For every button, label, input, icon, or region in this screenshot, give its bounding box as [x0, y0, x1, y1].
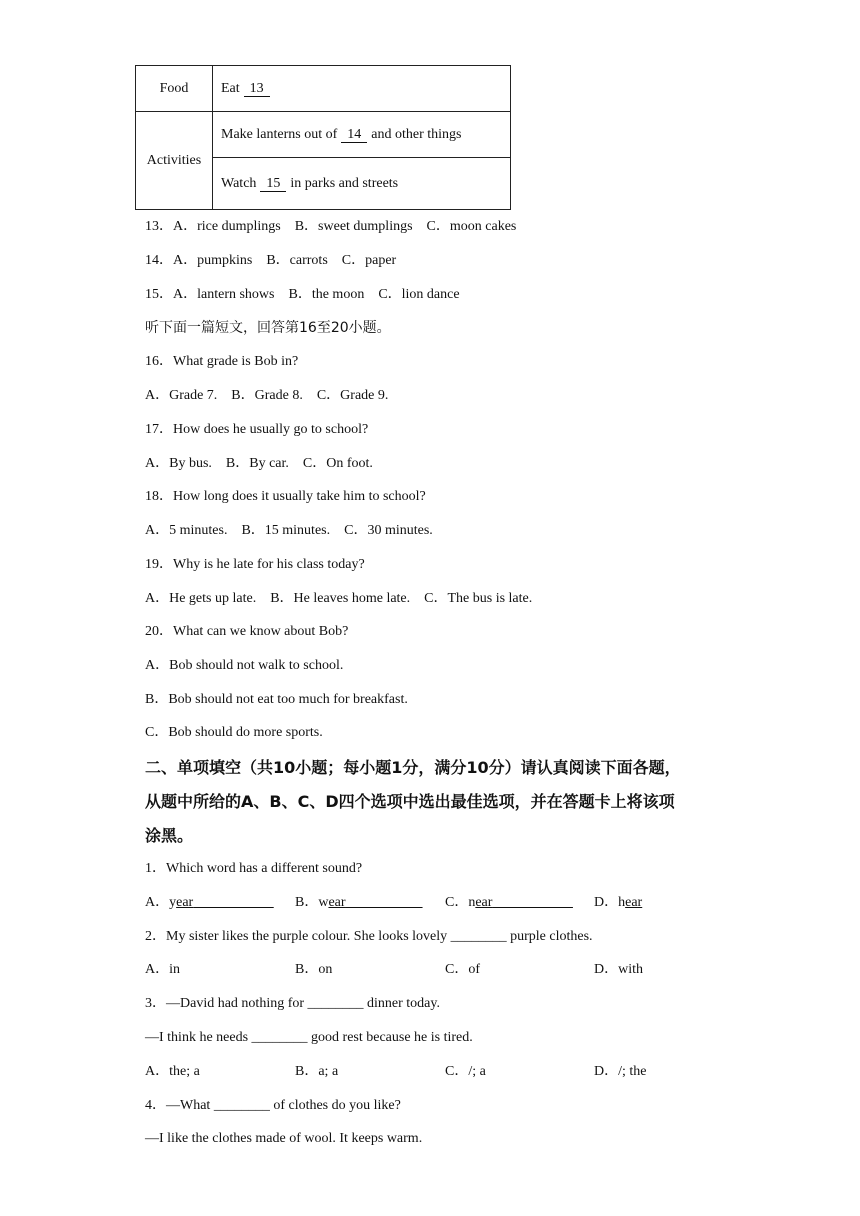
q4-stem-2: —I like the clothes made of wool. It keeps warm. — [145, 1131, 423, 1146]
table-row-activity-1 — [136, 112, 511, 158]
question-line: A．Bob should not walk to school. — [145, 658, 344, 673]
question-line: B．Bob should not eat too much for breakfast. — [145, 692, 408, 707]
q2-option-c: C．of — [445, 962, 480, 977]
q3-options — [145, 1062, 705, 1082]
question-line: 13．A．rice dumplings B．sweet dumplings C．moon cakes — [145, 219, 517, 234]
q3-option-a: A．the; a — [145, 1064, 200, 1079]
q3-stem-2: —I think he needs ________ good rest because he is tired. — [145, 1030, 473, 1045]
blank-14: 14 — [341, 127, 367, 143]
q1-option-d: D．hear — [594, 895, 643, 910]
question-line: 17．How does he usually go to school? — [145, 422, 369, 437]
activity-2-cell — [213, 158, 511, 210]
q1-stem: 1．Which word has a different sound? — [145, 861, 363, 876]
blank-15: 15 — [260, 176, 286, 192]
section-2-heading-line-2: 从题中所给的A、B、C、D四个选项中选出最佳选项，并在答题卡上将该项 — [145, 792, 675, 811]
q2-stem: 2．My sister likes the purple colour. She looks lovely ________ purple clothes. — [145, 929, 593, 944]
activity-1-pre: Make lanterns out of — [221, 126, 338, 142]
q1-option-a: A．year — [145, 895, 194, 910]
question-line: A．5 minutes. B．15 minutes. C．30 minutes. — [145, 523, 433, 538]
activity-1-cell — [213, 112, 511, 158]
q3-option-c: C．/; a — [445, 1064, 486, 1079]
food-text: Eat — [221, 80, 240, 96]
question-line: 18．How long does it usually take him to school? — [145, 489, 426, 504]
q1-option-c: C．near — [445, 895, 493, 910]
q2-option-b: B．on — [295, 962, 333, 977]
q3-stem-1: 3．—David had nothing for ________ dinner today. — [145, 996, 440, 1011]
question-line: 14．A．pumpkins B．carrots C．paper — [145, 253, 397, 268]
question-line: 15．A．lantern shows B．the moon C．lion dance — [145, 287, 460, 302]
food-label: Food — [136, 66, 213, 112]
q3-option-b: B．a; a — [295, 1064, 339, 1079]
activity-2-pre: Watch — [221, 175, 257, 191]
q1-options — [145, 893, 705, 913]
listening-instruction: 听下面一篇短文，回答第16至20小题。 — [145, 320, 391, 336]
q3-option-d: D．/; the — [594, 1064, 647, 1079]
question-line: 20．What can we know about Bob? — [145, 624, 349, 639]
activities-label: Activities — [136, 112, 213, 210]
blank-13: 13 — [244, 81, 270, 97]
question-line: C．Bob should do more sports. — [145, 725, 323, 740]
section-2-heading-line-3: 涂黑。 — [145, 826, 194, 845]
q1-option-b: B．wear — [295, 895, 346, 910]
q2-option-a: A．in — [145, 962, 180, 977]
festival-info-table — [135, 65, 511, 210]
activity-1-post: and other things — [371, 126, 462, 142]
section-2-heading-line-1: 二、单项填空（共10小题；每小题1分，满分10分）请认真阅读下面各题， — [145, 758, 681, 777]
question-line: 19．Why is he late for his class today? — [145, 557, 365, 572]
question-line: A．By bus. B．By car. C．On foot. — [145, 456, 373, 471]
food-cell — [213, 66, 511, 112]
table-row-food — [136, 66, 511, 112]
q4-stem-1: 4．—What ________ of clothes do you like? — [145, 1098, 401, 1113]
question-line: 16．What grade is Bob in? — [145, 354, 299, 369]
q2-options — [145, 960, 705, 980]
question-line: A．Grade 7. B．Grade 8. C．Grade 9. — [145, 388, 389, 403]
question-line: A．He gets up late. B．He leaves home late. C．The bus is late. — [145, 591, 533, 606]
activity-2-post: in parks and streets — [290, 175, 399, 191]
q2-option-d: D．with — [594, 962, 643, 977]
